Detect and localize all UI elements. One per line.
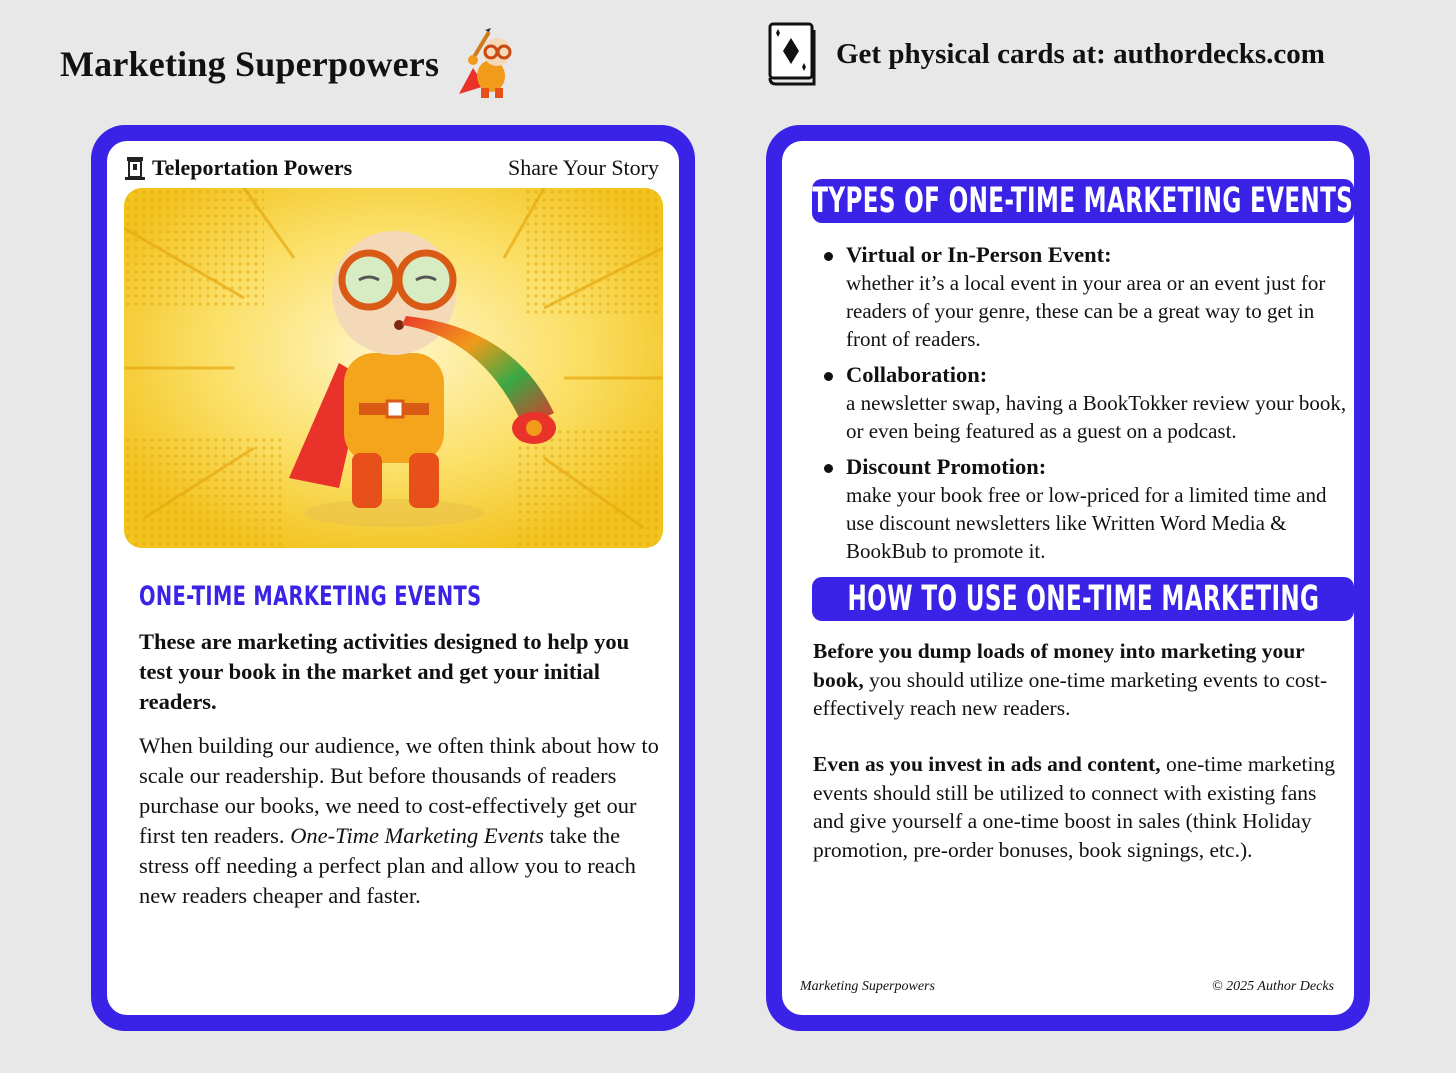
paragraph-2-rest: one-time marketing events should still be utilized to connect with existing fans and give yourself a one-time boost in sales (think Holiday promotion, pre-order bonuses, book signings, etc.). xyxy=(813,752,1335,862)
list-item-desc: make your book free or low-priced for a limited time and use discount newsletters like Written Word Media & BookBub to promote it. xyxy=(846,483,1327,563)
body-part-2: take the stress off needing a perfect plan and allow you to reach new readers cheaper and faster. xyxy=(139,823,636,908)
category-label: Share Your Story xyxy=(508,155,659,180)
paragraph-2-bold: Even as you invest in ads and content, xyxy=(813,752,1161,776)
list-item-title: Virtual or In-Person Event: xyxy=(846,242,1112,267)
promo-text[interactable]: Get physical cards at: authordecks.com xyxy=(836,37,1325,70)
how-to-paragraph-2 xyxy=(813,750,1338,864)
how-to-paragraph-1 xyxy=(813,637,1338,723)
hero-illustration-art xyxy=(124,188,663,548)
brand-title: Marketing Superpowers xyxy=(60,44,440,84)
superhero-mascot-icon xyxy=(451,28,531,100)
list-item-desc: a newsletter swap, having a BookTokker review your book, or even being featured as a guest on a podcast. xyxy=(846,391,1347,443)
types-banner-label: TYPES OF ONE-TIME MARKETING EVENTS xyxy=(812,181,1354,221)
how-to-banner-label: HOW TO USE ONE-TIME MARKETING xyxy=(847,579,1319,619)
lead-text: These are marketing activities designed to help you test your book in the market and get your initial readers. xyxy=(139,629,630,714)
footer-copyright: © 2025 Author Decks xyxy=(1212,979,1334,994)
header-brand xyxy=(60,28,531,100)
playing-card-book-icon xyxy=(766,22,818,86)
back-card-face xyxy=(782,141,1354,1015)
front-card xyxy=(91,125,695,1031)
body-part-1: When building our audience, we often think about how to scale our readership. But before thousands of readers purchase our books, we need to cost-effectively get our first ten readers. xyxy=(139,733,659,848)
how-to-banner xyxy=(812,577,1354,621)
paragraph-1-rest: you should utilize one-time marketing events to cost-effectively reach new readers. xyxy=(813,667,1328,720)
body-text xyxy=(139,731,659,911)
footer-brand: Marketing Superpowers xyxy=(800,979,935,994)
paragraph-1-bold: Before you dump loads of money into marketing your book, xyxy=(813,639,1305,692)
body-emphasis: One-Time Marketing Events xyxy=(290,823,544,848)
power-label xyxy=(124,155,352,181)
card-header xyxy=(124,151,659,185)
list-item-title: Discount Promotion: xyxy=(846,454,1047,479)
types-banner xyxy=(812,179,1354,223)
front-card-face xyxy=(107,141,679,1015)
list-item xyxy=(820,361,1350,445)
tower-icon xyxy=(124,155,146,181)
hero-illustration xyxy=(124,188,663,548)
section-title: ONE-TIME MARKETING EVENTS xyxy=(139,581,482,612)
list-item-desc: whether it’s a local event in your area or an event just for readers of your genre, these can be a great way to get in front of readers. xyxy=(846,271,1326,351)
power-name: Teleportation Powers xyxy=(152,155,353,180)
event-type-list xyxy=(820,241,1350,573)
header-promo xyxy=(766,22,1325,86)
back-card xyxy=(766,125,1370,1031)
list-item xyxy=(820,453,1350,565)
list-item xyxy=(820,241,1350,353)
list-item-title: Collaboration: xyxy=(846,362,988,387)
